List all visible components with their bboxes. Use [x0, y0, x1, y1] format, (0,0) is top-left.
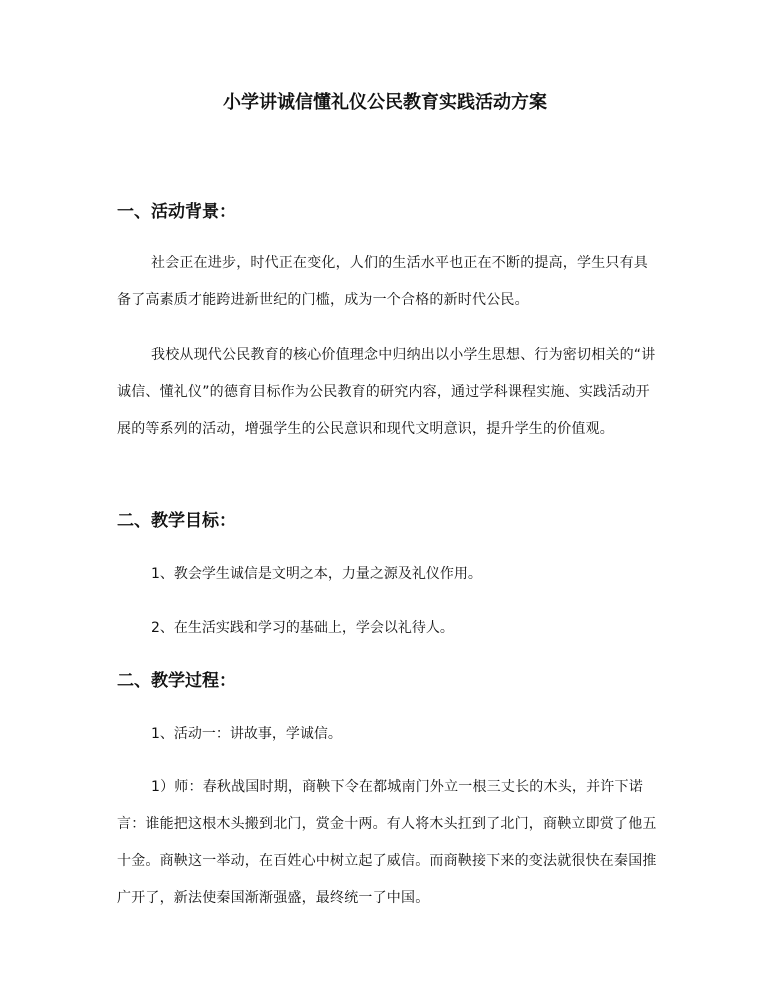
paragraph-background-2: 我校从现代公民教育的核心价值理念中归纳出以小学生思想、行为密切相关的“讲诚信、懂礼仪”的德育目标作为公民教育的研究内容，通过学科课程实施、实践活动开展的等系列的活动，增强学生的公民意识和现代文明意识，提升学生的价值观。 [117, 347, 656, 437]
section-heading-goals: 二、教学目标： [117, 511, 236, 531]
process-paragraph-1: 1）师：春秋战国时期，商鞅下令在都城南门外立一根三丈长的木头，并许下诺言：谁能把这根木头搬到北门，赏金十两。有人将木头扛到了北门，商鞅立即赏了他五十金。商鞅这一举动，在百姓心中树立起了威信。而商鞅接下来的变法就很快在秦国推广开了，新法使秦国渐渐强盛，最终统一了中国。 [117, 779, 657, 906]
section-heading-background: 一、活动背景： [117, 202, 236, 222]
process-item-1: 1、活动一：讲故事，学诚信。 [151, 726, 342, 742]
section-heading-process: 二、教学过程： [117, 671, 236, 691]
goal-item-1: 1、教会学生诚信是文明之本，力量之源及礼仪作用。 [151, 566, 482, 582]
document-title: 小学讲诚信懂礼仪公民教育实践活动方案 [223, 92, 547, 113]
goal-item-2: 2、在生活实践和学习的基础上，学会以礼待人。 [151, 620, 454, 636]
paragraph-background-1: 社会正在进步，时代正在变化，人们的生活水平也正在不断的提高，学生只有具备了高素质才能跨进新世纪的门槛，成为一个合格的新时代公民。 [117, 255, 648, 308]
